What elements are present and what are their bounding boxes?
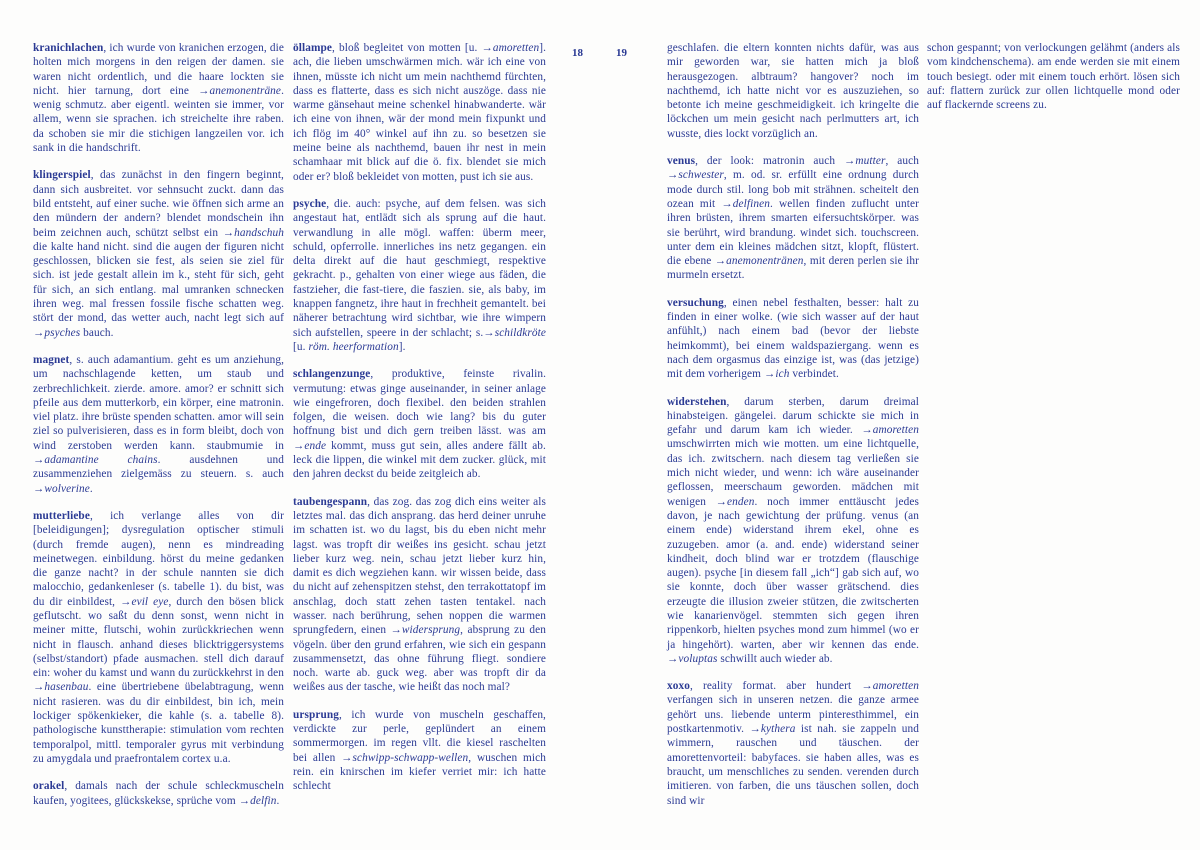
- entry-paragraph: [667, 296, 919, 382]
- body-text: , reality format. aber hundert: [690, 680, 862, 693]
- cross-reference: →kythera: [749, 723, 796, 736]
- body-text: umschwirrten mich wie motten. um eine lichtquelle, das ich. zwitschern. nach diesem tag verließen sie mich nicht wieder, und wenn: ich wäre auseinander geflossen, meerschaum geworden. mädchen mit wenigen: [667, 438, 919, 508]
- body-text: ist nah. sie zappeln und wimmern, rauschen und täuschen. der amorettenvorteil: babyfaces. sie haben alles, was es braucht, um menschliches zu senden. verenden durch imitieren. von farben, die uns täuschen sollen, doch sind wir: [667, 723, 919, 807]
- cross-reference: →ich: [763, 368, 790, 381]
- cross-reference: →anemonentränen: [714, 255, 804, 268]
- body-text: , wuschen mich rein. ein knirschen im kiefer verriet mir: ich hatte schlecht: [293, 751, 546, 793]
- cross-reference: →ende: [293, 439, 327, 452]
- entry-keyword: venus: [667, 155, 696, 168]
- entry-paragraph: [293, 367, 546, 481]
- entry-paragraph: [293, 41, 546, 184]
- entry-keyword: magnet: [33, 353, 70, 366]
- body-text: schwillt auch wieder ab.: [717, 652, 833, 665]
- cross-reference: →amoretten: [481, 42, 540, 54]
- entry-paragraph: [667, 154, 919, 283]
- cross-reference: →schwipp-schwapp-wellen: [341, 751, 469, 764]
- body-text: . wenig schmutz. aber eigentl. weinten sie immer, vor allem, wenn sie sprachen. ich streichelte ihre raben. da schoben sie mir die stichigen langzeilen vor. ich sank in die handschrift.: [33, 84, 284, 155]
- body-text: , m. od. sr. erfüllt eine ordnung durch mode durch stil. long bob mit strähnen. scheitelt den ozean mit: [667, 169, 919, 210]
- body-text: , ich wurde von kranichen erzogen, die holten mich morgens in den reigen der damen. sie waren nicht ordentlich, und die haare lockten sie nicht. hier tarnung, dort eine: [33, 42, 284, 97]
- body-text: schon gespannt; von verlockungen gelähmt (anders als vom kindchenschema). am ende werden sie mit einem touch besiegt. oder mit einem touch erhört. lösen sich auf: flattern zurück zur ollen lichtquelle mond oder auf flackernde screens zu.: [927, 42, 1180, 112]
- column-4: [927, 41, 1180, 112]
- cross-reference: →enden: [715, 495, 755, 508]
- cross-reference: →amoretten: [861, 680, 919, 693]
- body-text: bauch.: [80, 326, 114, 339]
- page-number-left: 18: [572, 47, 583, 59]
- entry-paragraph: [33, 353, 284, 496]
- entry-paragraph: [33, 509, 284, 766]
- entry-paragraph: [33, 779, 284, 808]
- body-text: verfangen sich in unseren netzen. die ganze armee gehört uns. liebende unterm pinteresthimmel, ein postkartenmotiv.: [667, 694, 919, 736]
- body-text: , s. auch adamantium. geht es um anziehung, um nachschlagende ketten, um staub und zerbrechlichkeit. zierde. amore. amor? er schnitt sich pfeile aus dem mutterkorb, ein körper, eine matronin. viel platz. ihre brüste spenden schatten. amor will sein ziel so pulverisieren, dass es in form bleibt, doch von wind zerstoben werden kann. staubmumie in: [33, 353, 284, 452]
- body-text: . wellen finden zuflucht unter ihren brüsten, ihrem smarten eifersuchtskörper. was sie berührt, wird brandung. windet sich. touchscreen. unter dem ein kleines mädchen sitzt, klopft, flüstert. die ebene: [667, 197, 919, 268]
- cross-reference: →delfinen: [721, 197, 770, 210]
- cross-reference: →voluptas: [667, 652, 718, 665]
- cross-reference: →evil eye: [120, 595, 169, 608]
- entry-keyword: ursprung: [293, 708, 340, 721]
- cross-reference: →mutter: [844, 155, 886, 168]
- cross-reference: →schwester: [667, 169, 724, 182]
- entry-keyword: orakel: [33, 780, 65, 793]
- body-text: geschlafen. die eltern konnten nichts dafür, was aus mir geworden war, sie hatten mich ja bloß herausgezogen. albtraum? hangover? noch im nachthemd, ich hatte nicht vor es auszuziehen, so betonte ich meine geschmeidigkeit. ich kringelte die löckchen um mein gesicht nach perlmutters art, ich wusste, dies lockt vorzüglich an.: [667, 42, 919, 140]
- entry-keyword: widerstehen: [667, 395, 727, 408]
- entry-keyword: kranichlachen: [33, 42, 104, 54]
- entry-paragraph: [293, 708, 546, 794]
- cross-reference: →widersprung: [390, 624, 461, 637]
- column-1: [33, 41, 284, 808]
- cross-reference: →anemonenträne: [198, 84, 282, 97]
- body-text: die kalte hand nicht. sind die augen der figuren nicht geschlossen, blicken sie fest, als seien sie ziel für sich. ist jede gestalt allein im k., steht für sich, geht für sich, an sich entlang. mal umranken schnecken ihren weg. mal fressen fossile fische schatten weg. stört der mond, das wetter auch, nacht legt sich auf: [33, 240, 284, 325]
- body-text: , absprung zu den vögeln. über den grund erfahren, wie sich ein gespann zusammensetzt, das ohne führung fliegt. sondiere noch. warte ab. guck weg. aber was tropft dir da weißes aus der tasche, wie heißt das noch mal?: [293, 624, 546, 694]
- body-text: . eine übertriebene übelabtragung, wenn nicht rasieren. was du dir einbildest, bin ich, mein lockiger spökenkieker, die kahle (s. a. tabelle 8). pathologische kunsttherapie: stimulation vom rechten temporalpol, mittl. temporaler gyrus mit verbindung zu amygdala und praefrontalem cortex u.a.: [33, 681, 284, 765]
- body-text: , damals nach der schule schleckmuscheln kaufen, yogitees, glückskekse, sprüche vom: [33, 780, 284, 807]
- cross-reference: →hasenbau: [33, 681, 89, 694]
- cross-reference: →wolverine: [33, 482, 90, 495]
- entry-paragraph: [667, 679, 919, 808]
- body-text: . noch immer enttäuscht jedes davon, je nach gewichtung der prüfung. venus (an einem ende) widerstand ihrem ekel, ohne es zuzugeben. amor (a. and. ende) widerstand seiner kindheit, doch blind war er trotzdem (flauschige augen). psyche [in diesem fall „ich“] gab sich auf, wo sie konnte, doch über wasser grätschend. dies erzeugte die illusion zweier stützen, die zwitscherten wie kanarienvögel. stemmten sich gegen ihren rippenkorb, hielten psyches mond zum himmel (wo er ja hingehört). warten, aber wir kennen das ende.: [667, 495, 919, 651]
- entry-paragraph: [293, 495, 546, 695]
- entry-keyword: klingerspiel: [33, 169, 91, 182]
- entry-keyword: xoxo: [667, 680, 690, 693]
- body-text: , durch den bösen blick geflutscht. wo saßt du denn sonst, wenn nicht in meiner mitte, flutschi, wohin zurückkriechen wenn nicht in flausch. anhand dieses blicktriggersystems (selbst/standort) pfade ausmachen. stell dich darauf ein: woher du kamst und wann du zurückkehrst in den: [33, 595, 284, 680]
- cross-reference: →amoretten: [861, 424, 919, 437]
- body-text: , darum sterben, darum dreimal hinabsteigen. gängelei. darum schickte sie mich in gefahr und darum kam ich wieder.: [667, 395, 919, 437]
- entry-keyword: psyche: [293, 197, 327, 210]
- entry-keyword: versuchung: [667, 296, 724, 309]
- body-text: kommt, muss gut sein, alles andere fällt ab. leck die lippen, die winkel mit dem zucker. glück, mit den jahren deckst du beide zeitgleich ab.: [293, 439, 546, 481]
- entry-paragraph: [293, 197, 546, 354]
- body-text: ].: [398, 340, 406, 353]
- body-text: [u.: [293, 340, 309, 353]
- entry-paragraph: [667, 395, 919, 667]
- body-text: , mit deren perlen sie ihr murmeln ersetzt.: [667, 255, 919, 282]
- entry-paragraph: [33, 168, 284, 340]
- body-text: , das zunächst in den fingern beginnt, dann sich ausbreitet. vor sehnsucht zuckt. dann das bild entsteht, auf einer suche. wie öffnen sich arme an den mündern der andern? blendet mondschein ihn beim zeichnen auch, schützt selbst ein: [33, 169, 284, 239]
- body-text: , auch: [885, 155, 919, 168]
- body-text: , ich verlange alles von dir [beleidigungen]; dysregulation optischer stimuli (durch fremde augen), nenn es mindreading meinetwegen. einbildung. hörst du meine gedanken die ganze nacht? in der schule nannten sie dich malocchio, gedankenleser (s. tabelle 1). du bist, was du dir einbildest,: [33, 509, 284, 608]
- column-3: [667, 41, 919, 808]
- body-text: , die. auch: psyche, auf dem felsen. was sich angestaut hat, entlädt sich als sprung auf die haut. verwandlung in alle mögl. waffen: überm meer, schuld, opferrolle. innerliches ins netz gegangen. ein delta direkt auf die haut geschmiegt, respektive gekracht. p., gehalten von einer wiege aus fäden, die fastzieher, die fast-tiere, die faszien. sie, als baby, im knappen fangnetz, ihre haut in frechheit gemantelt. bei näherer betrachtung wird sichtbar, wie ihre wimpern sich aufstellen, speere in der schlacht; s.: [293, 197, 546, 339]
- entry-paragraph: [33, 41, 284, 155]
- body-text: verbindet.: [789, 368, 839, 381]
- cross-reference: →schildkröte: [483, 326, 546, 339]
- entry-keyword: mutterliebe: [33, 509, 90, 522]
- cross-reference: →handschuh: [222, 226, 284, 239]
- body-text: . ausdehnen und zusammenziehen zielgemäss zu steuern. s. auch: [33, 454, 284, 481]
- body-text: , einen nebel festhalten, besser: halt zu finden in einer wolke. (wie sich wasser auf der haut anfühlt,) nach einem bad (bevor der liebste heimkommt), bei einem waldspaziergang. wenn es nach dem orgasmus das einzige ist, was (das jetzige) mit dem vorherigem: [667, 296, 919, 381]
- body-text: .: [276, 794, 280, 807]
- body-text: , ich wurde von muscheln geschaffen, verdickte zur perle, geplündert an einem sommermorgen. im regen vllt. die kiesel raschelten bei allen: [293, 708, 546, 764]
- body-text: , produktive, feinste rivalin. vermutung: etwas ginge auseinander, in seiner anlage wie eingefroren, doch flexibel. den beiden strahlen folgen, die weisen. doch wie lang? bis du guter hoffnung bist und dich gern treiben lässt. was am: [293, 368, 546, 438]
- body-text: ]. ach, die lieben umschwärmen mich. wär ich eine von ihnen, müsste ich nicht um mein nachthemd fürchten, dass es flatterte, dass es sich nicht auszöge. dass nie warme gänsehaut meine schenkel hinabwanderte. wär ich eine von ihnen, wär der mond mein fixpunkt und ich flög im 40° winkel auf ihn zu. so besetzen sie meine beine als nachthemd, bauen ihr nest in mein schamhaar mit blick auf die ö. fix. blendet sie mich oder er? bloß bekleidet von motten, pust ich sie aus.: [293, 42, 546, 183]
- body-text: , bloß begleitet von motten [u.: [331, 42, 482, 54]
- entry-keyword: taubengespann: [293, 495, 368, 508]
- cross-reference: →psyches: [33, 326, 81, 339]
- body-text: .: [89, 482, 93, 495]
- column-2: [293, 41, 546, 794]
- entry-keyword: schlangenzunge: [293, 368, 371, 381]
- cross-reference: →delfin: [238, 794, 277, 807]
- page-number-right: 19: [616, 47, 627, 59]
- body-text: , das zog. das zog dich eins weiter als letztes mal. das dich ansprang. das herd deiner unruhe im schatten ist. wo du lagst, bis du eben nicht mehr lagst. was tropft dir weißes ins gesicht. schau jetzt lieber kurz weg. nein, schau jetzt lieber kurz hin, damit es dich wegziehen kann. wir wissen beide, dass du nicht auf zehenspitzen stehst, den terrakottatopf im anschlag, doch statt zehen tasten tentakel. nach wasser. nach berührung, sehen noppen die warmen sprungfedern, einen: [293, 495, 546, 637]
- cross-reference: →adamantine chains: [33, 454, 158, 467]
- entry-paragraph: [667, 41, 919, 141]
- entry-keyword: öllampe: [293, 42, 332, 54]
- entry-paragraph: [927, 41, 1180, 112]
- body-text: , der look: matronin auch: [695, 155, 844, 168]
- cross-reference: röm. heerformation: [308, 340, 399, 353]
